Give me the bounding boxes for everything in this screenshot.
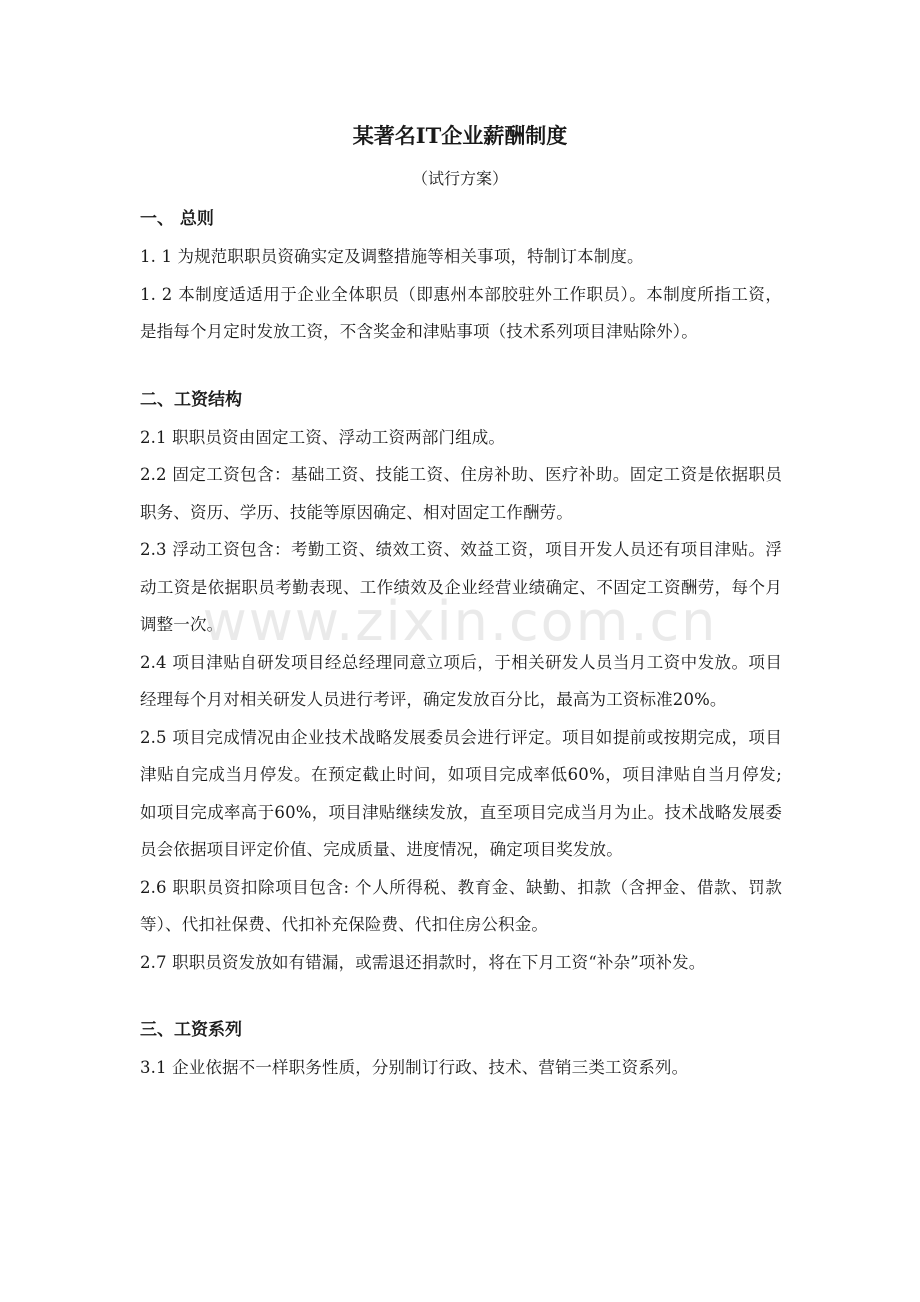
- section-spacer: [140, 351, 782, 381]
- document-body: [140, 200, 782, 1087]
- section-heading-general: 一、 总则: [140, 209, 214, 229]
- section-heading-salary-structure: 二、工资结构: [140, 389, 242, 410]
- paragraph-2-3: 2.3 浮动工资包含：考勤工资、绩效工资、效益工资，项目开发人员还有项目津贴。浮动工资是依据职员考勤表现、工作绩效及企业经营业绩确定、不固定工资酬劳，每个月调整一次。: [140, 540, 782, 634]
- paragraph-2-5: 2.5 项目完成情况由企业技术战略发展委员会进行评定。项目如提前或按期完成，项目津贴自完成当月停发。在预定截止时间，如项目完成率低60%，项目津贴自当月停发; 如项目完成率高于60%，项目津贴继续发放，直至项目完成当月为止。技术战略发展委员会依据项目评定价值、完成质量、进度情况，确定项目奖发放。: [140, 727, 782, 859]
- watermark: www.zixin.com.cn: [202, 590, 718, 653]
- section-heading-salary-series: 三、工资系列: [140, 1020, 242, 1040]
- paragraph-2-4: 2.4 项目津贴自研发项目经总经理同意立项后，于相关研发人员当月工资中发放。项目经理每个月对相关研发人员进行考评，确定发放百分比，最高为工资标准20%。: [140, 652, 782, 709]
- paragraph-2-7: 2.7 职职员资发放如有错漏，或需退还捐款时，将在下月工资“补杂”项补发。: [140, 952, 706, 972]
- document-title: 某著名IT企业薪酬制度: [352, 123, 568, 148]
- section-spacer: [140, 981, 782, 1011]
- paragraph-2-2: 2.2 固定工资包含：基础工资、技能工资、住房补助、医疗补助。固定工资是依据职员职务、资历、学历、技能等原因确定、相对固定工作酬劳。: [140, 465, 782, 522]
- paragraph-2-1: 2.1 职职员资由固定工资、浮动工资两部门组成。: [140, 427, 506, 447]
- paragraph-1-1: 1. 1 为规范职职员资确实定及调整措施等相关事项，特制订本制度。: [140, 247, 644, 266]
- paragraph-1-2: 1. 2 本制度适适用于企业全体职员（即惠州本部胶驻外工作职员）。本制度所指工资，是指每个月定时发放工资，不含奖金和津贴事项（技术系列项目津贴除外）。: [140, 284, 782, 341]
- document-subtitle: （试行方案）: [411, 169, 508, 188]
- paragraph-2-6: 2.6 职职员资扣除项目包含: 个人所得税、教育金、缺勤、扣款（含押金、借款、罚款等）、代扣社保费、代扣补充保险费、代扣住房公积金。: [140, 877, 782, 934]
- paragraph-3-1: 3.1 企业依据不一样职务性质，分别制订行政、技术、营销三类工资系列。: [140, 1058, 689, 1077]
